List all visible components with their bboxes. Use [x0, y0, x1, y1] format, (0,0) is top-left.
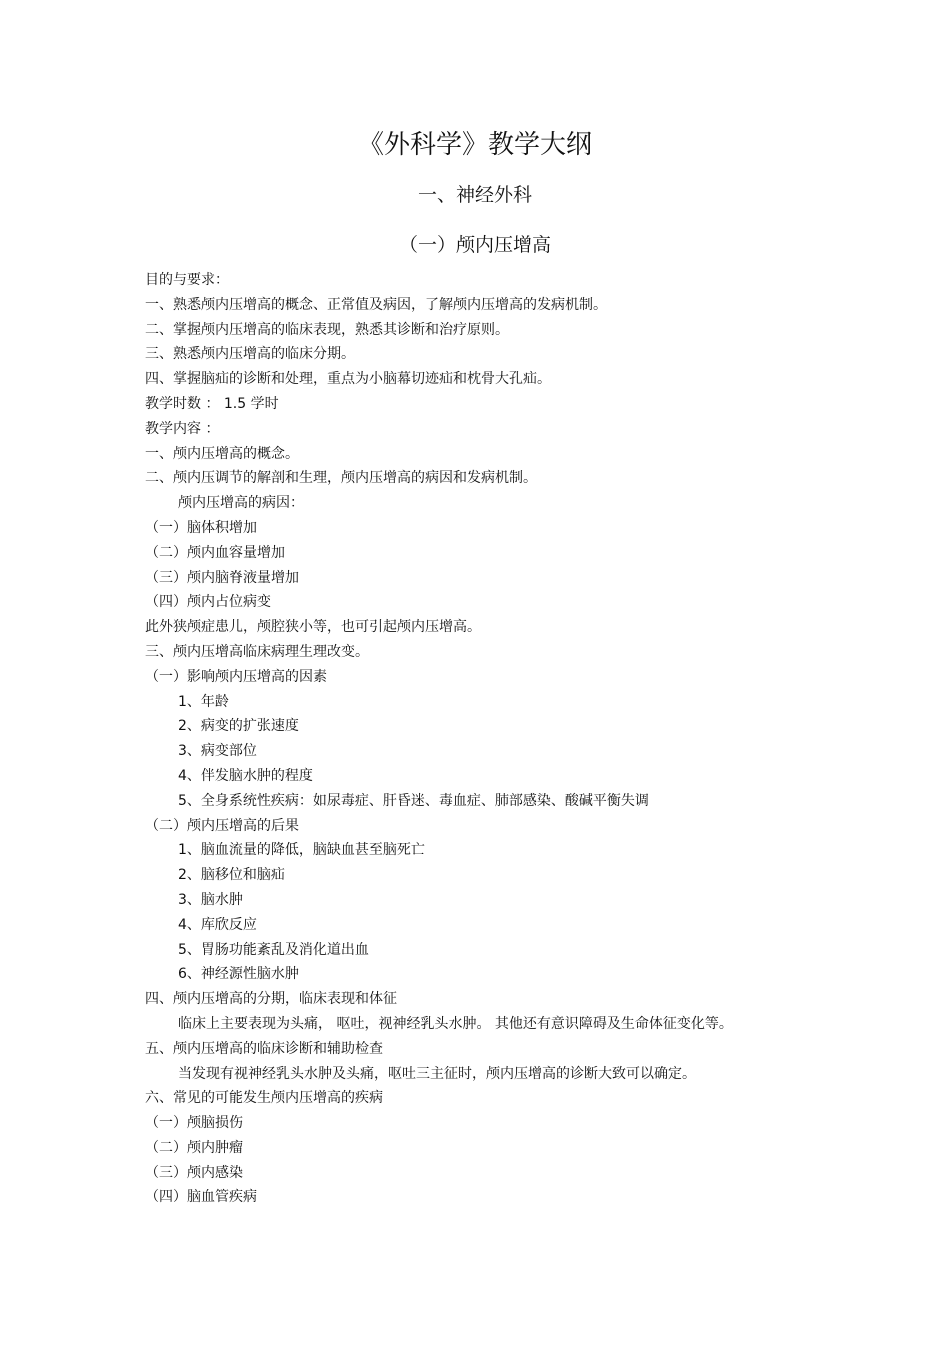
text-line: 四、掌握脑疝的诊断和处理，重点为小脑幕切迹疝和枕骨大孔疝。 — [145, 371, 551, 388]
text-line: （二）颅内压增高的后果 — [145, 817, 299, 834]
subsection-heading: （一）颅内压增高 — [398, 234, 551, 256]
text-line: 二、颅内压调节的解剖和生理，颅内压增高的病因和发病机制。 — [145, 470, 537, 487]
text-line: 六、常见的可能发生颅内压增高的疾病 — [145, 1090, 383, 1107]
text-line: 4、伴发脑水肿的程度 — [178, 767, 313, 784]
text-line: 4、库欣反应 — [178, 916, 257, 933]
text-line: 5、全身系统性疾病：如尿毒症、肝昏迷、毒血症、肺部感染、酸碱平衡失调 — [178, 792, 649, 809]
text-line: 四、颅内压增高的分期，临床表现和体征 — [145, 991, 397, 1008]
text-line: 一、熟悉颅内压增高的概念、正常值及病因，了解颅内压增高的发病机制。 — [145, 296, 607, 313]
text-line: 三、颅内压增高临床病理生理改变。 — [145, 643, 369, 660]
text-line: （一）颅脑损伤 — [145, 1115, 243, 1132]
text-line: 1、年龄 — [178, 693, 229, 710]
text-line: （三）颅内感染 — [145, 1164, 243, 1181]
text-line: 教学时数 ： 1.5 学时 — [145, 395, 279, 412]
text-line: 2、病变的扩张速度 — [178, 718, 299, 735]
text-line: 当发现有视神经乳头水肿及头痛，呕吐三主征时，颅内压增高的诊断大致可以确定。 — [178, 1065, 696, 1082]
text-line: 五、颅内压增高的临床诊断和辅助检查 — [145, 1040, 383, 1057]
text-line: 1、脑血流量的降低，脑缺血甚至脑死亡 — [178, 842, 425, 859]
text-line: 6、神经源性脑水肿 — [178, 966, 299, 983]
text-line: 颅内压增高的病因： — [178, 495, 304, 512]
text-line: 此外狭颅症患儿，颅腔狭小等，也可引起颅内压增高。 — [145, 619, 481, 636]
text-line: 3、脑水肿 — [178, 891, 243, 908]
text-line: （二）颅内血容量增加 — [145, 544, 285, 561]
text-line: 3、病变部位 — [178, 743, 257, 760]
text-line: 一、颅内压增高的概念。 — [145, 445, 299, 462]
text-line: （二）颅内肿瘤 — [145, 1139, 243, 1156]
text-line: 5、胃肠功能紊乱及消化道出血 — [178, 941, 369, 958]
text-line: （四）脑血管疾病 — [145, 1189, 257, 1206]
text-line: 临床上主要表现为头痛， 呕吐，视神经乳头水肿。 其他还有意识障碍及生命体征变化等。 — [178, 1015, 733, 1032]
text-line: 目的与要求： — [145, 272, 229, 288]
text-line: 三、熟悉颅内压增高的临床分期。 — [145, 346, 355, 363]
section-heading: 一、神经外科 — [417, 184, 532, 206]
document-body — [145, 268, 835, 1210]
text-line: 2、脑移位和脑疝 — [178, 867, 285, 884]
text-line: （一）脑体积增加 — [145, 519, 257, 536]
text-line: （三）颅内脑脊液量增加 — [145, 569, 299, 586]
text-line: （一）影响颅内压增高的因素 — [145, 668, 327, 685]
document-title: 《外科学》教学大纲 — [357, 130, 592, 160]
text-line: 教学内容 ： — [145, 420, 220, 437]
text-line: （四）颅内占位病变 — [145, 594, 271, 611]
text-line: 二、掌握颅内压增高的临床表现，熟悉其诊断和治疗原则。 — [145, 321, 509, 338]
